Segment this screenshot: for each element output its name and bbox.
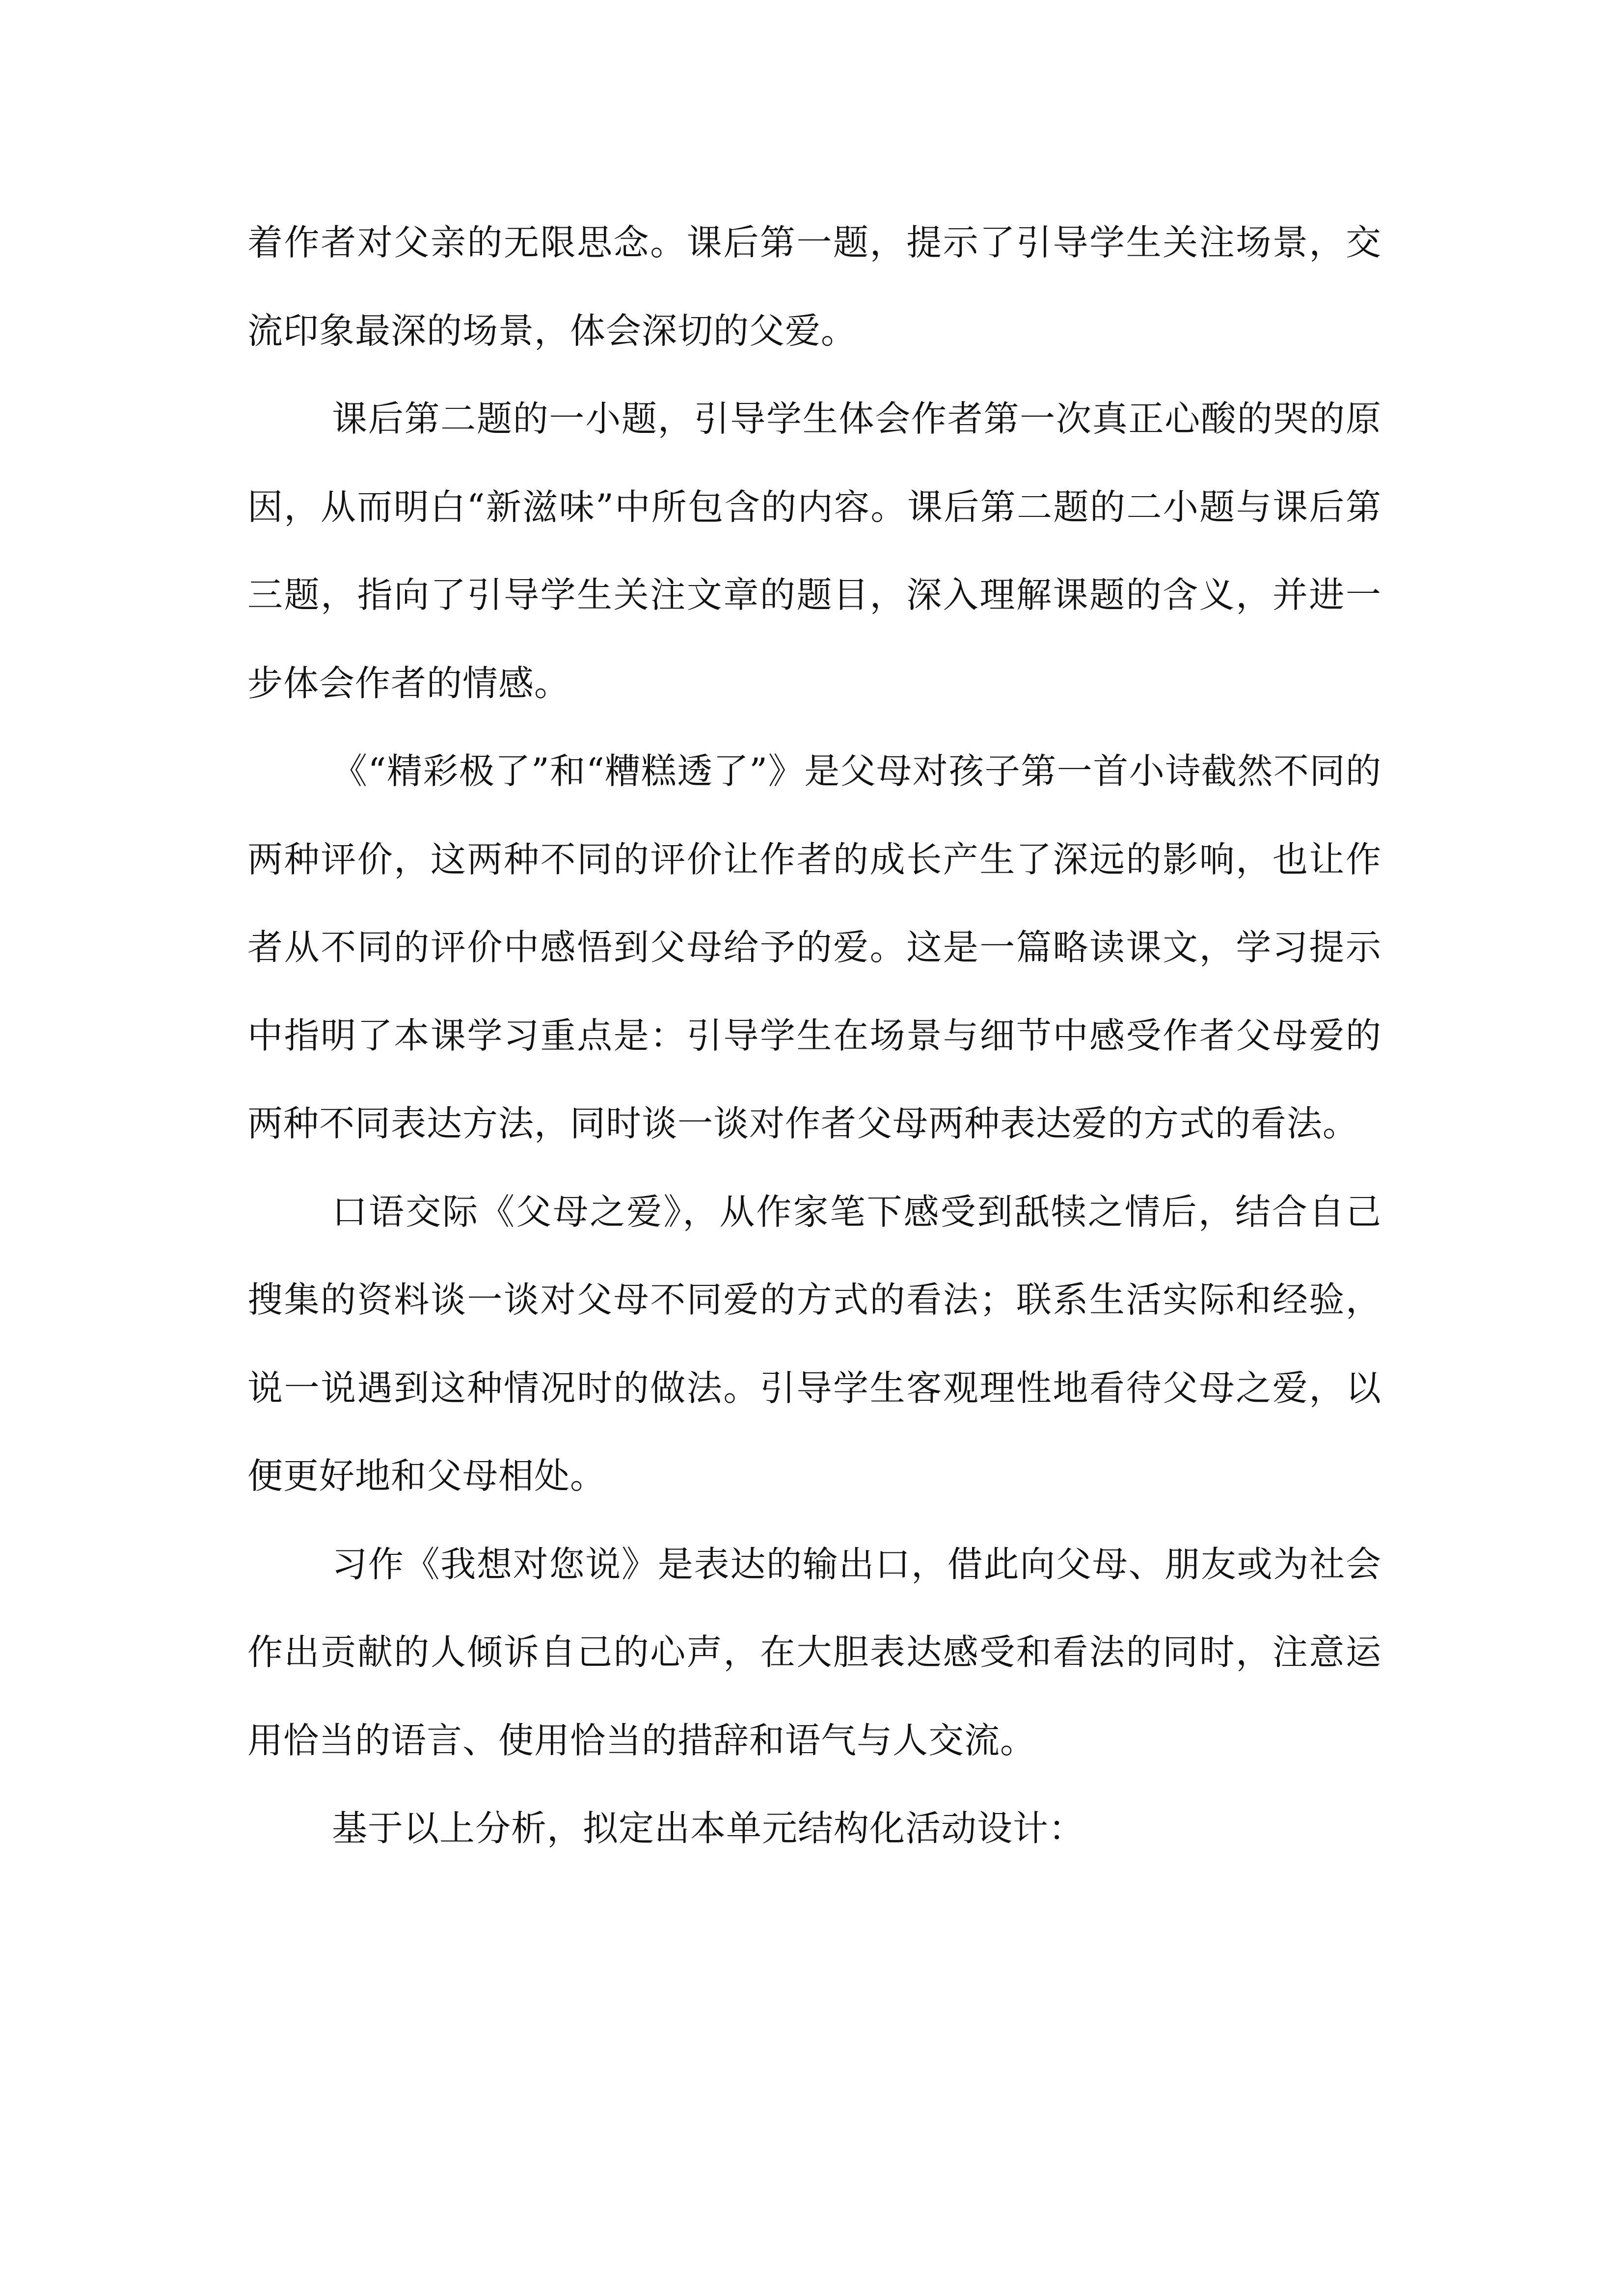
paragraph-conclusion: 基于以上分析，拟定出本单元结构化活动设计： [332, 1808, 1085, 1849]
paragraph-writing-task: 习作《我想对您说》是表达的输出口，借此向父母、朋友或为社会作出贡献的人倾诉自己的心声，在大胆表达感受和看法的同时，注意运用恰当的语言、使用恰当的措辞和语气与人交流。 [247, 1543, 1381, 1761]
paragraph-continuation: 着作者对父亲的无限思念。课后第一题，提示了引导学生关注场景，交流印象最深的场景，体会深切的父爱。 [247, 222, 1381, 351]
document-body [247, 199, 1381, 1873]
paragraph-lesson-questions: 课后第二题的一小题，引导学生体会作者第一次真正心酸的哭的原因，从而明白“新滋味”中所包含的内容。课后第二题的二小题与课后第三题，指向了引导学生关注文章的题目，深入理解课题的含义，并进一步体会作者的情感。 [247, 398, 1381, 704]
paragraph-oral-communication: 口语交际《父母之爱》，从作家笔下感受到舐犊之情后，结合自己搜集的资料谈一谈对父母不同爱的方式的看法；联系生活实际和经验，说一说遇到这种情况时的做法。引导学生客观理性地看待父母之爱，以便更好地和父母相处。 [247, 1191, 1381, 1496]
paragraph-wonderful-terrible: 《“精彩极了”和“糟糕透了”》是父母对孩子第一首小诗截然不同的两种评价，这两种不同的评价让作者的成长产生了深远的影响，也让作者从不同的评价中感悟到父母给予的爱。这是一篇略读课文，学习提示中指明了本课学习重点是：引导学生在场景与细节中感受作者父母爱的两种不同表达方法，同时谈一谈对作者父母两种表达爱的方式的看法。 [247, 750, 1381, 1144]
